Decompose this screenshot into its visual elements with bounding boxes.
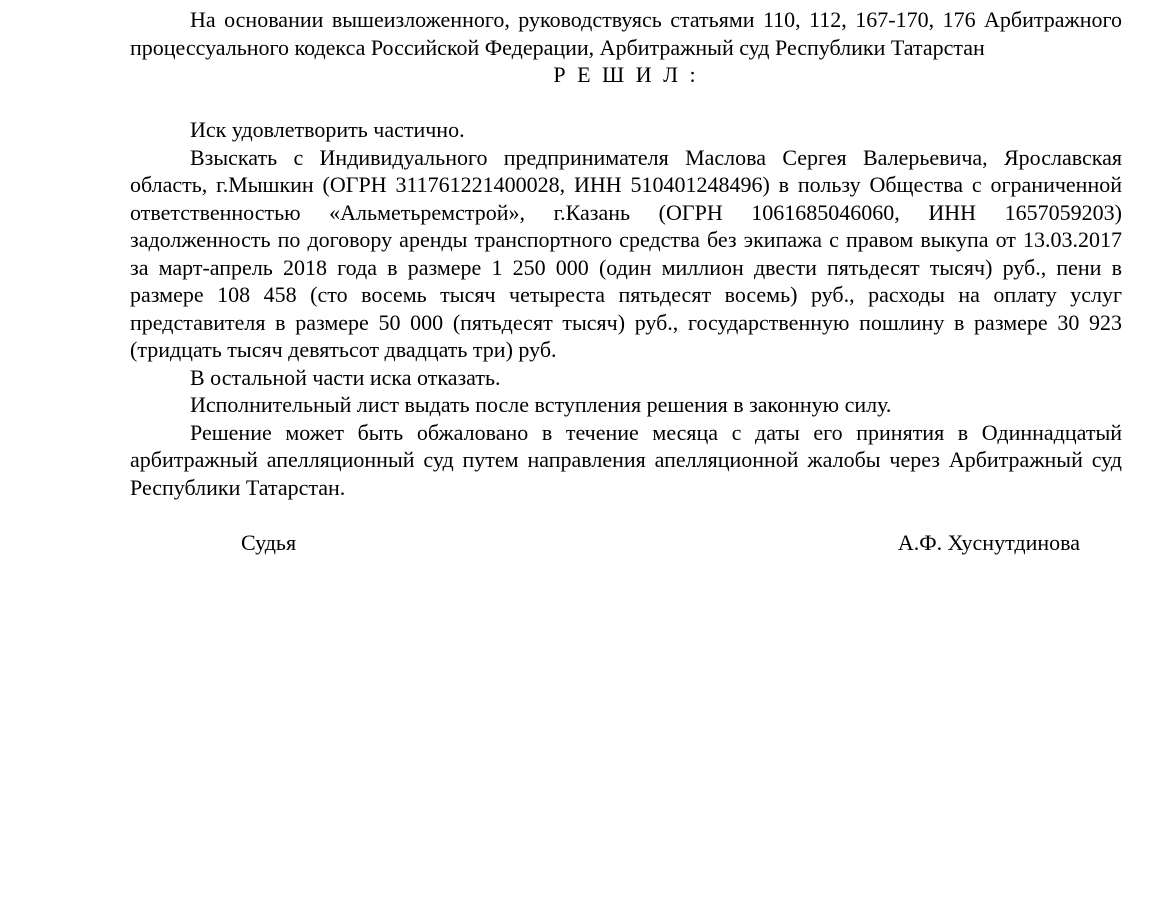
judge-title: Судья <box>241 529 297 555</box>
signature-block <box>130 529 1122 557</box>
paragraph-recovery: Взыскать с Индивидуального предпринимателя Маслова Сергея Валерьевича, Ярославская область, г.Мышкин (ОГРН 311761221400028, ИНН 510401248496) в пользу Общества с ограниченной ответственностью «Альметьремстрой», г.Казань (ОГРН 1061685046060, ИНН 1657059203) задолженность по договору аренды транспортного средства без экипажа с правом выкупа от 13.03.2017 за март-апрель 2018 года в размере 1 250 000 (один миллион двести пятьдесят тысяч) руб., пени в размере 108 458 (сто восемь тысяч четыреста пятьдесят восемь) руб., расходы на оплату услуг представителя в размере 50 000 (пятьдесят тысяч) руб., государственную пошлину в размере 30 923 (тридцать тысяч девятьсот двадцать три) руб. <box>130 144 1122 362</box>
decision-heading: Р Е Ш И Л : <box>553 62 699 87</box>
paragraph-rest-denied: В остальной части иска отказать. <box>190 364 501 390</box>
document-page <box>130 6 1122 556</box>
paragraph-writ: Исполнительный лист выдать после вступления решения в законную силу. <box>190 392 892 417</box>
intro-paragraph: На основании вышеизложенного, руководствуясь статьями 110, 112, 167-170, 176 Арбитражного процессуального кодекса Российской Федерации, Арбитражный суд Республики Татарстан <box>130 7 1122 60</box>
paragraph-appeal: Решение может быть обжаловано в течение месяца с даты его принятия в Одиннадцатый арбитражный апелляционный суд путем направления апелляционной жалобы через Арбитражный суд Республики Татарстан. <box>130 419 1122 500</box>
paragraph-claim-granted: Иск удовлетворить частично. <box>190 117 465 142</box>
blank-line <box>130 89 1122 117</box>
judge-name: А.Ф. Хуснутдинова <box>897 529 1080 555</box>
